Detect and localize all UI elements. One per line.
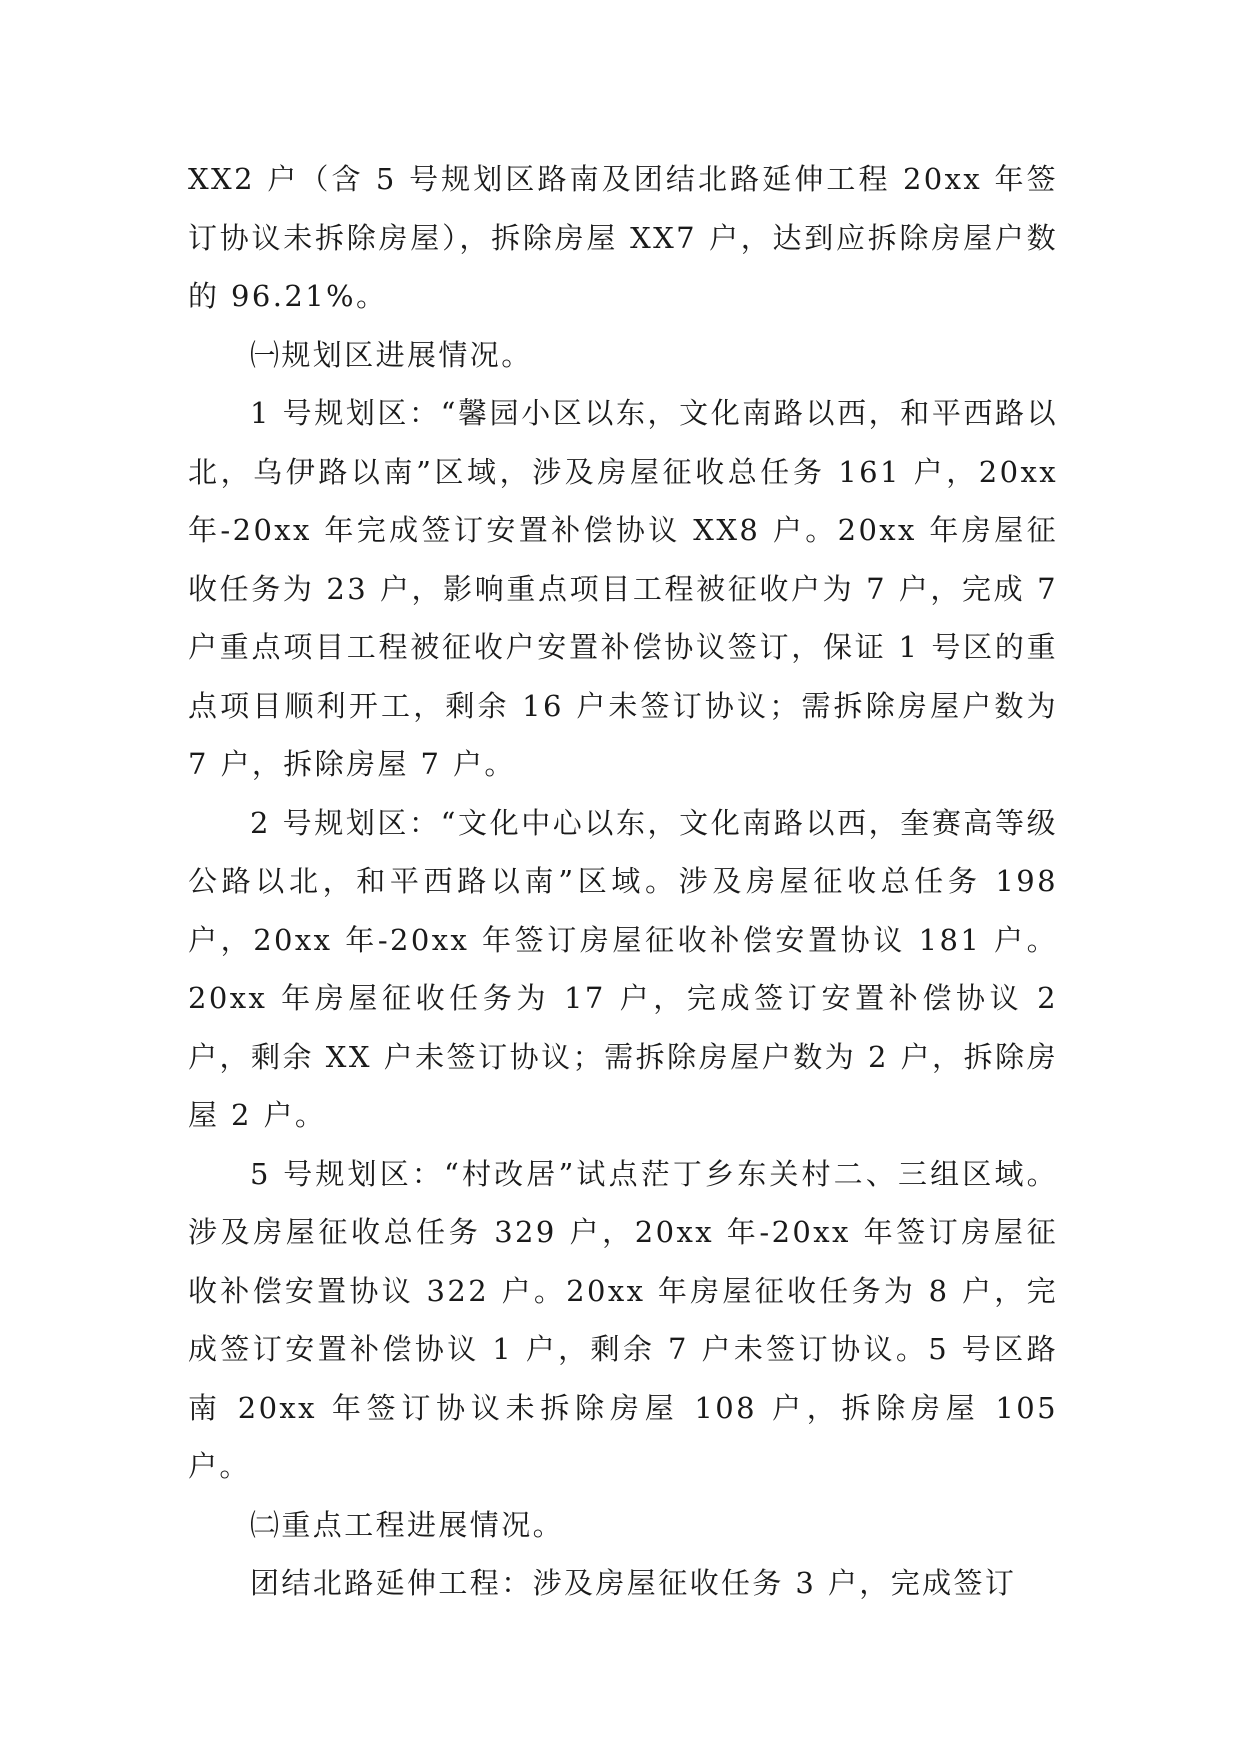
paragraph-planning-area-5: 5 号规划区：“村改居”试点茫丁乡东关村二、三组区域。涉及房屋征收总任务 329 户，20xx 年-20xx 年签订房屋征收补偿安置协议 322 户。20xx 年房屋征收任务为 8 户，完成签订安置补偿协议 1 户，剩余 7 户未签订协议。5 号区路南 20xx 年签订协议未拆除房屋 108 户，拆除房屋 105 户。 xyxy=(188,1156,1058,1483)
heading-key-project-progress: ㈡重点工程进展情况。 xyxy=(250,1507,565,1542)
document-body xyxy=(188,150,1058,1613)
heading-planning-area-progress: ㈠规划区进展情况。 xyxy=(250,337,533,372)
paragraph-planning-area-1: 1 号规划区：“馨园小区以东，文化南路以西，和平西路以北，乌伊路以南”区域，涉及房屋征收总任务 161 户，20xx 年-20xx 年完成签订安置补偿协议 XX8 户。20xx 年房屋征收任务为 23 户，影响重点项目工程被征收户为 7 户，完成 7 户重点项目工程被征收户安置补偿协议签订，保证 1 号区的重点项目顺利开工，剩余 16 户未签订协议；需拆除房屋户数为 7 户，拆除房屋 7 户。 xyxy=(188,396,1058,781)
paragraph-planning-area-2: 2 号规划区：“文化中心以东，文化南路以西，奎赛高等级公路以北，和平西路以南”区域。涉及房屋征收总任务 198 户，20xx 年-20xx 年签订房屋征收补偿安置协议 181 户。20xx 年房屋征收任务为 17 户，完成签订安置补偿协议 2 户，剩余 XX 户未签订协议；需拆除房屋户数为 2 户，拆除房屋 2 户。 xyxy=(188,805,1058,1132)
paragraph-tuanjie-north-road: 团结北路延伸工程：涉及房屋征收任务 3 户，完成签订 xyxy=(250,1566,1017,1600)
paragraph-summary: XX2 户（含 5 号规划区路南及团结北路延伸工程 20xx 年签订协议未拆除房屋），拆除房屋 XX7 户，达到应拆除房屋户数的 96.21%。 xyxy=(188,162,1058,313)
